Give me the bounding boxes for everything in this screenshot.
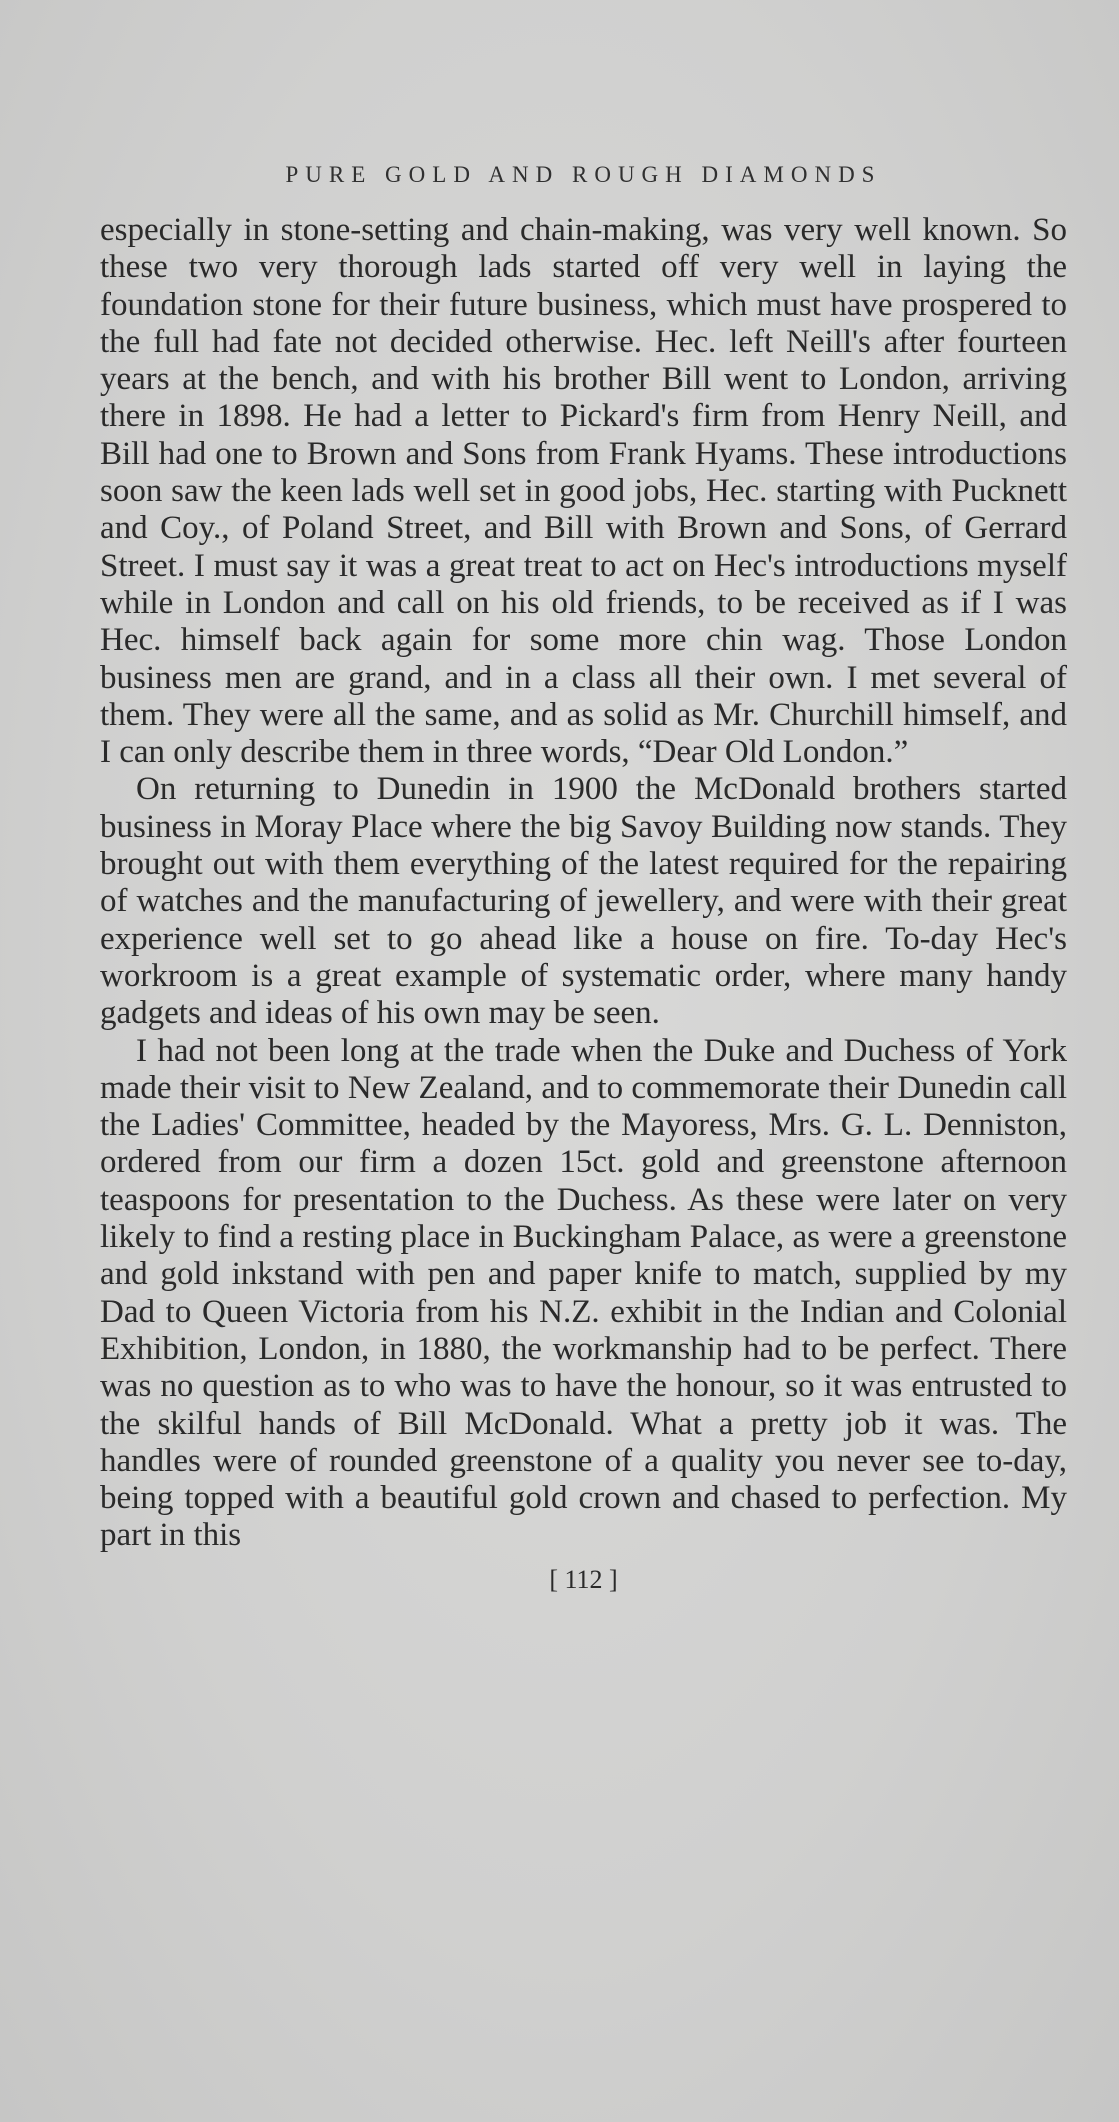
- running-head: PURE GOLD AND ROUGH DIAMONDS: [285, 162, 882, 187]
- body-text: [100, 212, 1067, 1555]
- paragraph: On returning to Dunedin in 1900 the McDonald brothers started business in Moray Place where the big Savoy Building now stands. They brought out with them everything of the latest required for the repairing of watches and the manufacturing of jewellery, and were with their great experience well set to go ahead like a house on fire. To-day Hec's workroom is a great example of systematic order, where many handy gadgets and ideas of his own may be seen.: [100, 771, 1067, 1032]
- page-number: [ 112 ]: [549, 1564, 618, 1594]
- paragraph: especially in stone-setting and chain-making, was very well known. So these two very thorough lads started off very well in laying the foundation stone for their future business, which must have prospered to the full had fate not decided otherwise. Hec. left Neill's after fourteen years at the bench, and with his brother Bill went to London, arriving there in 1898. He had a letter to Pickard's firm from Henry Neill, and Bill had one to Brown and Sons from Frank Hyams. These introductions soon saw the keen lads well set in good jobs, Hec. starting with Pucknett and Coy., of Poland Street, and Bill with Brown and Sons, of Gerrard Street. I must say it was a great treat to act on Hec's introductions myself while in London and call on his old friends, to be received as if I was Hec. himself back again for some more chin wag. Those London business men are grand, and in a class all their own. I met several of them. They were all the same, and as solid as Mr. Churchill himself, and I can only describe them in three words, “Dear Old London.”: [100, 212, 1067, 771]
- paragraph: I had not been long at the trade when the Duke and Duchess of York made their visit to New Zealand, and to commemorate their Dunedin call the Ladies' Committee, headed by the Mayoress, Mrs. G. L. Denniston, ordered from our firm a dozen 15ct. gold and greenstone afternoon teaspoons for presentation to the Duchess. As these were later on very likely to find a resting place in Buckingham Palace, as were a greenstone and gold inkstand with pen and paper knife to match, supplied by my Dad to Queen Victoria from his N.Z. exhibit in the Indian and Colonial Exhibition, London, in 1880, the workmanship had to be perfect. There was no question as to who was to have the honour, so it was entrusted to the skilful hands of Bill McDonald. What a pretty job it was. The handles were of rounded greenstone of a quality you never see to-day, being topped with a beautiful gold crown and chased to perfection. My part in this: [100, 1032, 1067, 1554]
- book-page: [100, 150, 1067, 1595]
